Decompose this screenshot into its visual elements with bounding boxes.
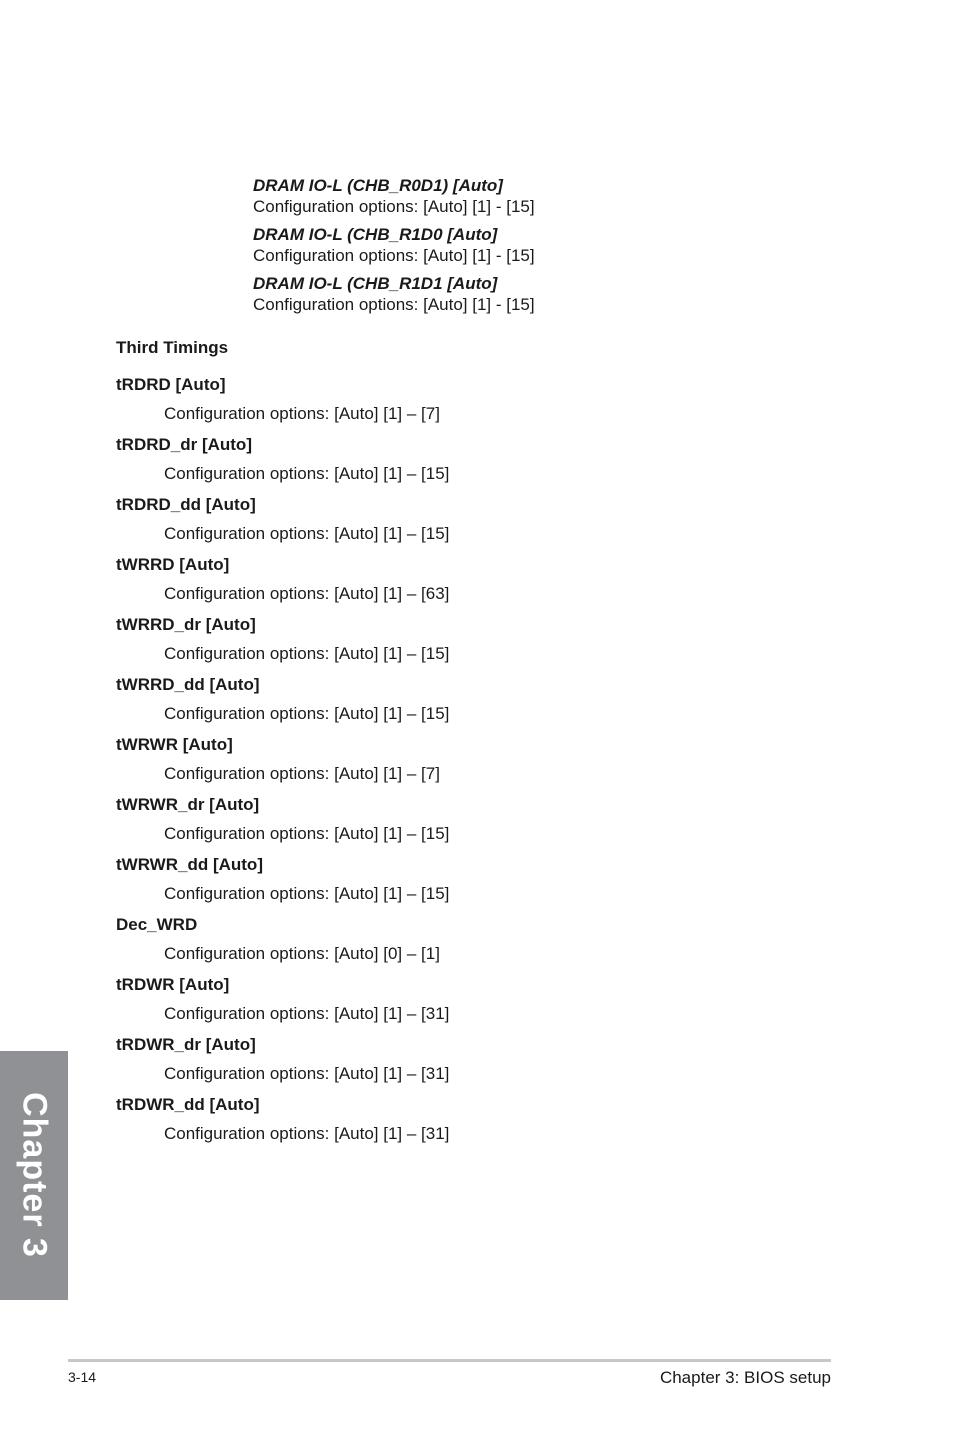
timing-item (116, 374, 716, 434)
timing-title: tWRWR [Auto] (116, 735, 233, 754)
timing-options: Configuration options: [Auto] [1] – [7] (164, 764, 440, 783)
timing-options: Configuration options: [Auto] [1] – [7] (164, 404, 440, 423)
io-item (253, 224, 753, 266)
timing-options: Configuration options: [Auto] [1] – [15] (164, 464, 450, 483)
timing-options: Configuration options: [Auto] [0] – [1] (164, 944, 440, 963)
timing-title: Dec_WRD (116, 915, 198, 934)
timing-options: Configuration options: [Auto] [1] – [15] (164, 704, 450, 723)
timing-options: Configuration options: [Auto] [1] – [15] (164, 524, 450, 543)
dram-io-list (253, 175, 753, 322)
timing-options: Configuration options: [Auto] [1] – [31] (164, 1004, 450, 1023)
timing-item (116, 614, 716, 674)
io-item-options: Configuration options: [Auto] [1] - [15] (253, 246, 535, 265)
timing-item (116, 1094, 716, 1154)
timing-item (116, 554, 716, 614)
page-number: 3-14 (68, 1369, 97, 1385)
timing-title: tWRRD_dd [Auto] (116, 675, 260, 694)
io-item-title: DRAM IO-L (CHB_R1D1 [Auto] (253, 274, 498, 293)
timing-item (116, 674, 716, 734)
timing-title: tRDWR_dr [Auto] (116, 1035, 256, 1054)
timing-title: tRDRD_dr [Auto] (116, 435, 252, 454)
timing-options: Configuration options: [Auto] [1] – [31] (164, 1124, 450, 1143)
chapter-tab-label: Chapter 3 (15, 1092, 54, 1258)
timing-item (116, 974, 716, 1034)
timing-options: Configuration options: [Auto] [1] – [15] (164, 644, 450, 663)
io-item-title: DRAM IO-L (CHB_R1D0 [Auto] (253, 225, 498, 244)
timing-title: tWRRD_dr [Auto] (116, 615, 256, 634)
timing-title: tWRWR_dr [Auto] (116, 795, 260, 814)
io-item-options: Configuration options: [Auto] [1] - [15] (253, 197, 535, 216)
footer-divider (68, 1359, 831, 1362)
timing-options: Configuration options: [Auto] [1] – [63] (164, 584, 450, 603)
timing-item (116, 434, 716, 494)
timing-title: tWRWR_dd [Auto] (116, 855, 263, 874)
timing-title: tRDRD_dd [Auto] (116, 495, 256, 514)
timing-item (116, 794, 716, 854)
io-item-options: Configuration options: [Auto] [1] - [15] (253, 295, 535, 314)
timing-title: tRDWR_dd [Auto] (116, 1095, 260, 1114)
timing-item (116, 734, 716, 794)
io-item (253, 175, 753, 217)
timing-title: tWRRD [Auto] (116, 555, 230, 574)
timing-item (116, 854, 716, 914)
section-title: Third Timings (116, 338, 229, 357)
timing-options: Configuration options: [Auto] [1] – [15] (164, 884, 450, 903)
timing-item (116, 1034, 716, 1094)
timing-title: tRDWR [Auto] (116, 975, 230, 994)
timings-list (116, 374, 716, 1154)
footer-chapter-title: Chapter 3: BIOS setup (659, 1368, 831, 1387)
chapter-tab (0, 1051, 68, 1300)
timing-options: Configuration options: [Auto] [1] – [31] (164, 1064, 450, 1083)
timing-title: tRDRD [Auto] (116, 375, 226, 394)
timing-item (116, 494, 716, 554)
timing-item (116, 914, 716, 974)
io-item-title: DRAM IO-L (CHB_R0D1) [Auto] (253, 176, 503, 195)
io-item (253, 273, 753, 315)
timing-options: Configuration options: [Auto] [1] – [15] (164, 824, 450, 843)
